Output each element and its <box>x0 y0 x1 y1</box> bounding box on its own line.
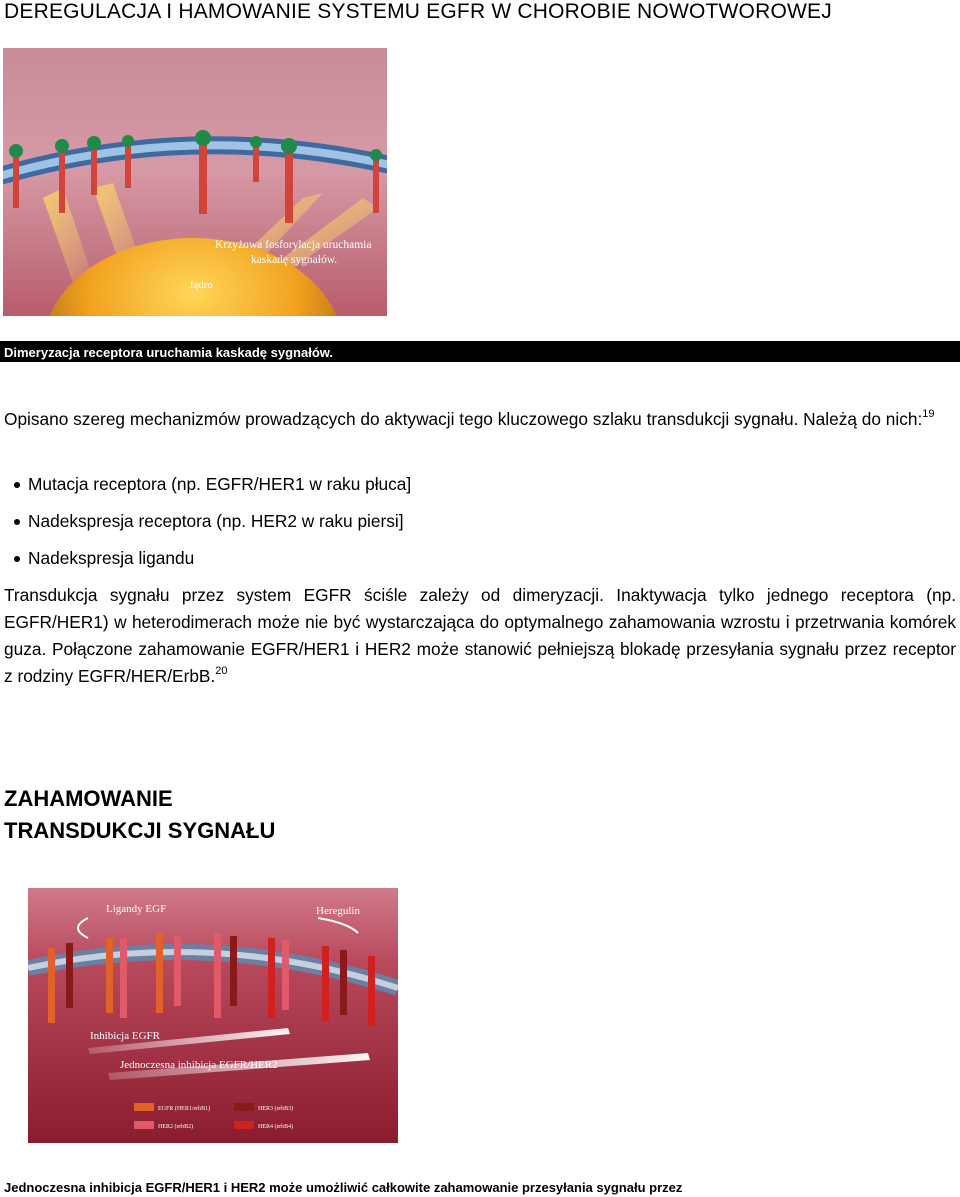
bullet-icon <box>14 519 20 525</box>
legend-egfr: EGFR (HER1/erbB1) <box>158 1106 211 1112</box>
list-item <box>14 511 404 532</box>
list-item <box>14 474 411 495</box>
legend-swatch-egfr <box>134 1103 154 1111</box>
dimerization-paragraph <box>4 582 956 690</box>
legend-swatch-her3 <box>234 1103 254 1111</box>
bullet-icon <box>14 556 20 562</box>
label-nucleus: Jądro <box>189 279 213 291</box>
intro-text: Opisano szereg mechanizmów prowadzących do aktywacji tego kluczowego szlaku transdukcji sygnału. Należą do nich: <box>4 409 923 429</box>
section-heading-line2: TRANSDUKCJI SYGNAŁU <box>4 818 276 843</box>
section-heading <box>4 783 275 847</box>
label-signal-cascade: kaskadę sygnałów. <box>251 254 338 266</box>
figure2-caption: Jednoczesna inhibicja EGFR/HER1 i HER2 może umożliwić całkowite zahamowanie przesyłania sygnału przez <box>4 1180 683 1195</box>
legend-her2: HER2 (erbB2) <box>158 1124 194 1130</box>
label-heregulins: Heregulin <box>316 905 360 917</box>
legend-her3: HER3 (erbB3) <box>258 1106 294 1112</box>
list-item <box>14 548 194 569</box>
figure1-caption: Dimeryzacja receptora uruchamia kaskadę sygnałów. <box>0 341 960 362</box>
list-item-text: Nadekspresja ligandu <box>28 548 195 568</box>
page-title: DEREGULACJA I HAMOWANIE SYSTEMU EGFR W CHOROBIE NOWOTWOROWEJ <box>4 0 832 23</box>
section-heading-line1: ZAHAMOWANIE <box>4 786 173 811</box>
bullet-icon <box>14 482 20 488</box>
legend-swatch-her4 <box>234 1121 254 1129</box>
legend-swatch-her2 <box>134 1121 154 1129</box>
dimerization-text: Transdukcja sygnału przez system EGFR ściśle zależy od dimeryzacji. Inaktywacja tylko jednego receptora (np. EGFR/HER1) w heterodimerach może nie być wystarczająca do optymalnego zahamowania wzrostu i przetrwania komórek guza. Połączone zahamowanie EGFR/HER1 i HER2 może stanowić pełniejszą blokadę przesyłania sygnału przez receptor z rodziny EGFR/HER/ErbB. <box>4 585 956 686</box>
list-item-text: Nadekspresja receptora (np. HER2 w raku piersi] <box>28 511 404 531</box>
intro-paragraph <box>4 406 956 433</box>
footnote-ref-19: 19 <box>922 408 935 420</box>
label-cross-phosphorylation: Krzyżowa fosforylacja uruchamia <box>215 239 372 251</box>
label-egf-ligands: Ligandy EGF <box>106 903 167 915</box>
footnote-ref-20: 20 <box>215 665 228 677</box>
label-dual-inhibition: Jednoczesna inhibicja EGFR/HER2 <box>120 1059 278 1071</box>
figure-dimerization <box>3 48 387 316</box>
legend-her4: HER4 (erbB4) <box>258 1124 294 1130</box>
list-item-text: Mutacja receptora (np. EGFR/HER1 w raku płuca] <box>28 474 412 494</box>
figure-signal-inhibition <box>28 888 398 1143</box>
label-egfr-inhibition: Inhibicja EGFR <box>90 1030 160 1042</box>
